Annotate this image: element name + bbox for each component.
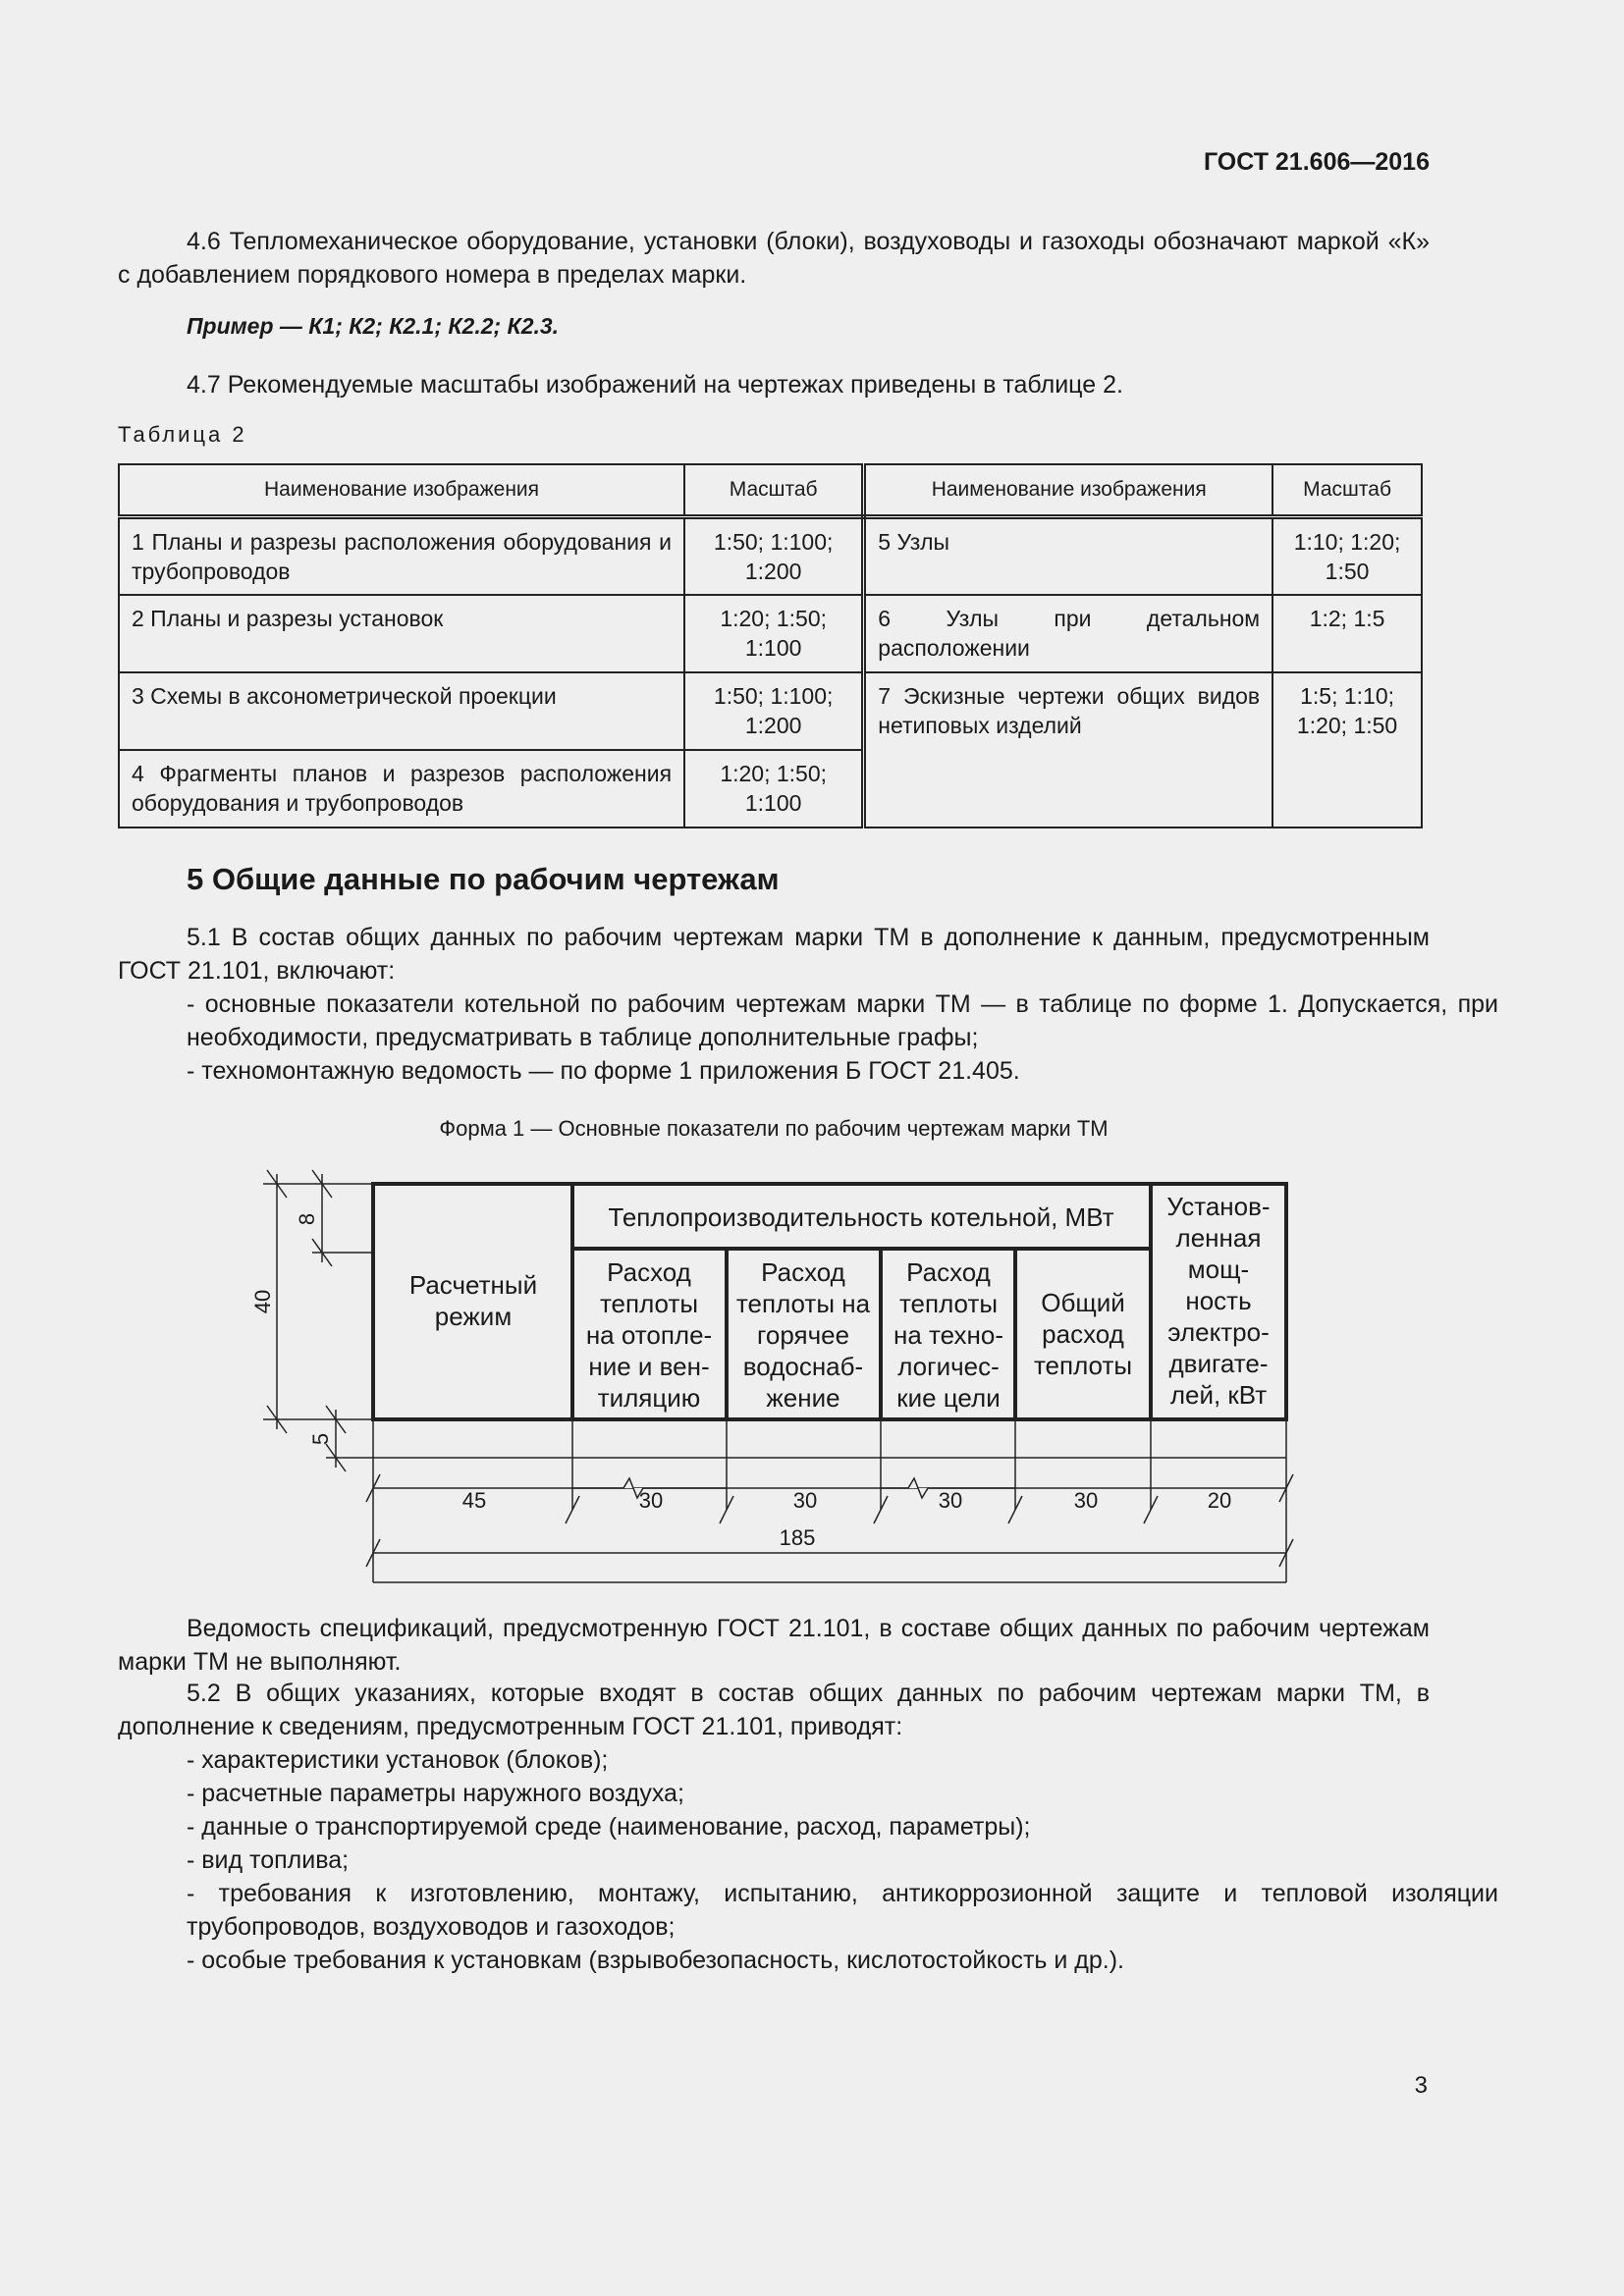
paragraph-5-1: 5.1 В состав общих данных по рабочим чертежам марки ТМ в дополнение к данным, предусмотренным ГОСТ 21.101, включают: (118, 924, 1430, 985)
table-cell-scale: 1:20; 1:50; 1:100 (684, 750, 864, 828)
dim-width-6: 20 (1207, 1488, 1232, 1513)
header-line: на техно- (893, 1320, 1004, 1350)
header-line: теплоты на (735, 1289, 871, 1318)
header-line: лей, кВт (1169, 1380, 1268, 1410)
dim-height-row: 5 (308, 1432, 333, 1446)
header-line: ность (1185, 1286, 1252, 1315)
table-2-header-name: Наименование изображения (119, 464, 684, 517)
paragraph-5-2: 5.2 В общих указаниях, которые входят в состав общих данных по рабочим чертежам марки ТМ, в дополнение к сведениям, предусмотренным ГОСТ 21.101, приводят: (118, 1680, 1430, 1740)
dim-width-5: 30 (1073, 1488, 1099, 1513)
list-item: - данные о транспортируемой среде (наименование, расход, параметры); (187, 1813, 1031, 1841)
table-2-caption: Таблица 2 (118, 422, 247, 447)
header-line: электро- (1167, 1317, 1270, 1347)
table-row (119, 672, 1422, 750)
header-line: ние и вен- (588, 1352, 710, 1381)
table-2-header-scale: Масштаб (1272, 464, 1422, 517)
table-cell-scale: 1:2; 1:5 (1272, 595, 1422, 672)
form-1-caption: Форма 1 — Основные показатели по рабочим чертежам марки ТМ (439, 1116, 1109, 1141)
header-line: водоснаб- (742, 1352, 864, 1381)
form-col-1-header: Расчетный режим (408, 1270, 538, 1331)
table-cell-scale: 1:50; 1:100; 1:200 (684, 672, 864, 750)
paragraph-after-form: Ведомость спецификаций, предусмотренную ГОСТ 21.101, в составе общих данных по рабочим чертежам марки ТМ не выполняют. (118, 1615, 1430, 1676)
paragraph-4-7: 4.7 Рекомендуемые масштабы изображений на чертежах приведены в таблице 2. (187, 371, 1123, 399)
table-cell-name: 2 Планы и разрезы установок (119, 595, 684, 672)
dim-width-2: 30 (638, 1488, 664, 1513)
table-2-header-name: Наименование изображения (864, 464, 1272, 517)
header-line: горячее (756, 1320, 850, 1350)
header-line: мощ- (1187, 1255, 1250, 1284)
header-line: двигате- (1168, 1349, 1269, 1378)
header-line: Расход (607, 1257, 691, 1287)
form-1-drawing (250, 1168, 1306, 1590)
table-cell-name: 3 Схемы в аксонометрической проекции (119, 672, 684, 750)
example-line: Пример — К1; К2; К2.1; К2.2; К2.3. (187, 313, 560, 339)
table-row (119, 517, 1422, 595)
list-item: - вид топлива; (187, 1846, 350, 1874)
table-cell-name: 7 Эскизные чертежи общих видов нетиповых изделий (864, 672, 1272, 828)
paragraph-4-6: 4.6 Тепломеханическое оборудование, установки (блоки), воздуховоды и газоходы обозначают маркой «К» с добавлением порядкового номера в пределах марки. (118, 228, 1430, 289)
table-2 (118, 463, 1423, 828)
document-header: ГОСТ 21.606—2016 (1203, 148, 1430, 176)
header-line: на отопле- (585, 1320, 713, 1350)
table-cell-name: 4 Фрагменты планов и разрезов расположения оборудования и трубопроводов (119, 750, 684, 828)
form-sub-col-2 (736, 1257, 871, 1413)
form-group-header: Теплопроизводительность котельной, МВт (608, 1202, 1114, 1232)
list-item: - техномонтажную ведомость — по форме 1 приложения Б ГОСТ 21.405. (187, 1057, 1020, 1085)
header-line: Расход (906, 1257, 991, 1287)
dim-width-4: 30 (938, 1488, 963, 1513)
list-item: - расчетные параметры наружного воздуха; (187, 1780, 684, 1807)
table-cell-scale: 1:20; 1:50; 1:100 (684, 595, 864, 672)
table-2-header-row (119, 464, 1422, 517)
header-line: жение (766, 1383, 840, 1413)
table-2-header-scale: Масштаб (684, 464, 864, 517)
form-sub-col-1 (586, 1257, 712, 1413)
header-line: кие цели (896, 1383, 1001, 1413)
dim-width-1: 45 (461, 1488, 487, 1513)
form-col-last-header (1166, 1192, 1270, 1410)
dim-height-top: 8 (295, 1212, 319, 1226)
form-sub-col-3 (893, 1257, 1003, 1413)
header-line: Расход (761, 1257, 845, 1287)
dim-height-total: 40 (250, 1289, 275, 1314)
page-number: 3 (1414, 2072, 1428, 2099)
table-cell-name: 1 Планы и разрезы расположения оборудования и трубопроводов (119, 517, 684, 595)
table-cell-scale: 1:5; 1:10; 1:20; 1:50 (1272, 672, 1422, 828)
header-line: теплоты (599, 1289, 699, 1318)
table-cell-scale: 1:10; 1:20; 1:50 (1272, 517, 1422, 595)
form-sub-col-4 (1034, 1288, 1132, 1380)
header-line: Общий (1041, 1288, 1125, 1317)
list-item: - характеристики установок (блоков); (187, 1746, 609, 1774)
header-line: логичес- (897, 1352, 1000, 1381)
header-line: Установ- (1166, 1192, 1271, 1221)
dim-width-total: 185 (779, 1525, 816, 1550)
header-line: ленная (1175, 1223, 1262, 1253)
table-cell-name: 5 Узлы (864, 517, 1272, 595)
table-cell-scale: 1:50; 1:100; 1:200 (684, 517, 864, 595)
header-line: расход (1042, 1319, 1124, 1349)
header-line: теплоты (1033, 1351, 1133, 1380)
dim-width-3: 30 (792, 1488, 818, 1513)
header-line: тиляцию (597, 1383, 701, 1413)
list-item: - требования к изготовлению, монтажу, испытанию, антикоррозионной защите и тепловой изоляции трубопроводов, воздуховодов и газоходов; (187, 1880, 1498, 1941)
table-row (119, 595, 1422, 672)
table-cell-name: 6 Узлы при детальном расположении (864, 595, 1272, 672)
section-5-title: 5 Общие данные по рабочим чертежам (187, 862, 780, 896)
list-item: - основные показатели котельной по рабочим чертежам марки ТМ — в таблице по форме 1. Допускается, при необходимости, предусматривать в таблице дополнительные графы; (187, 990, 1498, 1051)
header-line: теплоты (898, 1289, 999, 1318)
list-item: - особые требования к установкам (взрывобезопасность, кислотостойкость и др.). (187, 1947, 1125, 1974)
